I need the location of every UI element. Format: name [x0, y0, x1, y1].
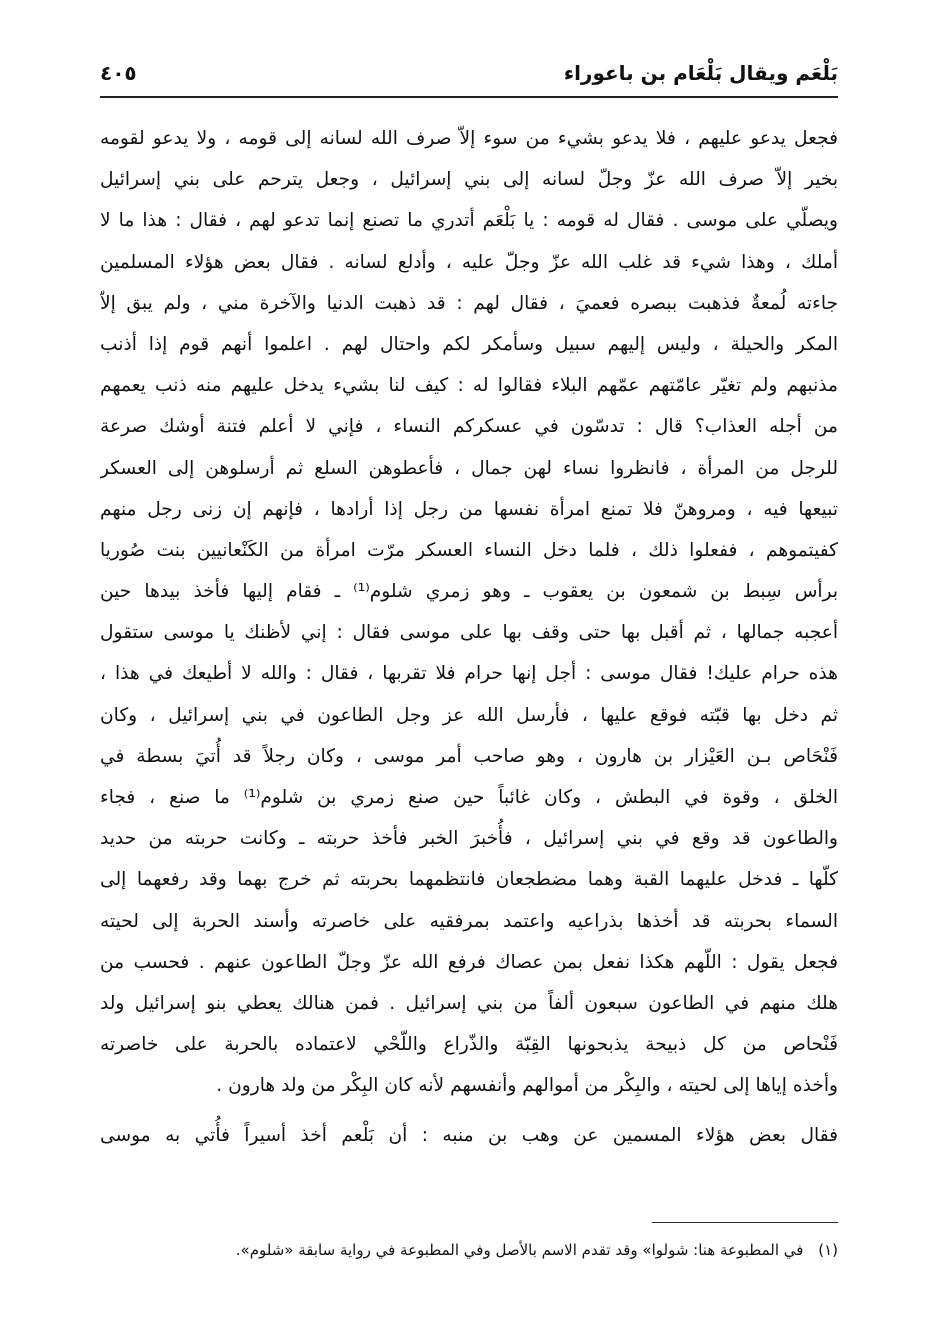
main-text — [100, 118, 838, 1156]
text-line: الخلق ، وقوة في البطش ، وكان غائباً حين صنع زمري بن شلوم⁽¹⁾ ما صنع ، فجاء — [100, 787, 838, 808]
page-number: ٤٠٥ — [100, 61, 137, 85]
text-line: المكر والحيلة ، وليس إليهم سبيل وسأمكر لكم واحتال لهم . اعلموا أنهم قوم إذا أذنب — [100, 333, 838, 355]
text-line: ثم دخل بها قبّته فوقع عليها ، فأرسل الله عز وجل الطاعون في بني إسرائيل ، وكان — [100, 704, 838, 726]
text-line: برأس سِبط بن شمعون بن يعقوب ـ وهو زمري شلوم⁽¹⁾ ـ فقام إليها فأخذ بيدها حين — [100, 581, 838, 603]
text-line: تبيعها فيه ، ومروهنّ فلا تمنع امرأة نفسها من رجل إذا أرادها ، فإنهم إن زنى رجل منهم — [100, 498, 838, 520]
text-line: بخير إلاّ صرف الله عزّ وجلّ لسانه إلى بني إسرائيل ، وجعل يترحم على بني إسرائيل — [100, 169, 838, 191]
footnote — [100, 1238, 838, 1262]
text-line: جاءته لُمعةٌ فذهبت ببصره فعميَ ، فقال لهم : قد ذهبت الدنيا والآخرة مني ، ولم يبق إلاّ — [100, 292, 838, 314]
paragraph — [100, 118, 838, 1107]
text-line: ويصلّي على موسى . فقال له قومه : يا بَلْعَم أتدري ما تصنع إنما تدعو لهم ، فقال : هذا ما لا — [100, 210, 838, 232]
page-header — [100, 56, 838, 92]
text-line: كلّها ـ فدخل عليهما القبة وهما مضطجعان فانتظمهما بحربته ثم خرج بهما وقد رفعهما إلى — [100, 869, 838, 891]
text-line: أملك ، وهذا شيء قد غلب الله عزّ وجلّ عليه ، وأدلع لسانه . فقال بعض هؤلاء المسلمين — [100, 251, 838, 273]
text-line: والطاعون قد وقع في بني إسرائيل ، فأُخبرَ الخبر فأخذ حربته ـ وكانت حربته من حديد — [100, 828, 838, 850]
text-line: كفيتموهم ، ففعلوا ذلك ، فلما دخل النساء العسكر مرّت امرأة من الكَنْعانيين بنت صُوريا — [100, 539, 838, 561]
paragraph — [100, 1115, 838, 1156]
text-line: وأخذه إياها إلى لحيته ، والبِكْر من أموالهم وأنفسهم لأنه كان البِكْر من ولد هارون . — [216, 1075, 838, 1097]
text-line: فجعل يدعو عليهم ، فلا يدعو بشيء من سوء إلاّ صرف الله لسانه إلى قومه ، ولا يدعو لقومه — [100, 128, 838, 149]
footnote-text: في المطبوعة هنا: شولوا» وقد تقدم الاسم بالأصل وفي المطبوعة في رواية سابقة «شلوم». — [235, 1241, 804, 1259]
text-line: السماء بحربته قد أخذها بذراعيه واعتمد بمرفقيه على خاصرته وأسند الحربة إلى لحيته — [100, 910, 838, 932]
text-line: هلك منهم في الطاعون سبعون ألفاً من بني إسرائيل . فمن هنالك يعطي بنو إسرائيل ولد — [100, 992, 838, 1014]
text-line: للرجل من المرأة ، فانظروا نساء لهن جمال ، فأعطوهن السلع ثم أرسلوهن إلى العسكر — [100, 457, 838, 479]
header-divider — [100, 96, 838, 98]
text-line: هذه حرام عليك! فقال موسى : أجل إنها حرام فلا تقربها ، فقال : والله لا أطيعك في هذا ، — [100, 663, 838, 685]
footnote-marker: (١) — [818, 1241, 838, 1259]
text-line: أعجبه جمالها ، ثم أقبل بها حتى وقف بها على موسى فقال : إني لأظنك يا موسى ستقول — [100, 622, 838, 644]
text-line: فَنْحَاص بـن العَيْزار بن هارون ، وهو صاحب أمر موسى ، وكان رجلاً قد أُتيَ بسطة في — [100, 745, 838, 767]
text-line: مذنبهم ولم تغيّر عامّتهم عمّهم البلاء فقالوا له : كيف لنا بشيء يدخل عليهم منه ذنب يعمهم — [100, 375, 838, 397]
text-line: فَنْحاص من كل ذبيحة يذبحونها القِبّة والذّراع واللّحْي لاعتماده بالحربة على خاصرته — [100, 1034, 838, 1056]
footnote-divider — [652, 1222, 838, 1223]
running-title: بَلْعَم ويقال بَلْعَام بن باعوراء — [563, 61, 838, 85]
text-line: فجعل يقول : اللّهم هكذا نفعل بمن عصاك فرفع الله عزّ وجلّ الطاعون عنهم . فحسب من — [100, 951, 838, 973]
text-line: فقال بعض هؤلاء المسمين عن وهب بن منبه : أن بَلْعم أخذ أسيراً فأُتي به موسى — [100, 1124, 838, 1146]
paragraph-gap — [100, 1107, 838, 1115]
text-line: من أجله العذاب؟ قال : تدسّون في عسكركم النساء ، فإني لا أعلم فتنة أوشك صرعة — [100, 416, 838, 438]
